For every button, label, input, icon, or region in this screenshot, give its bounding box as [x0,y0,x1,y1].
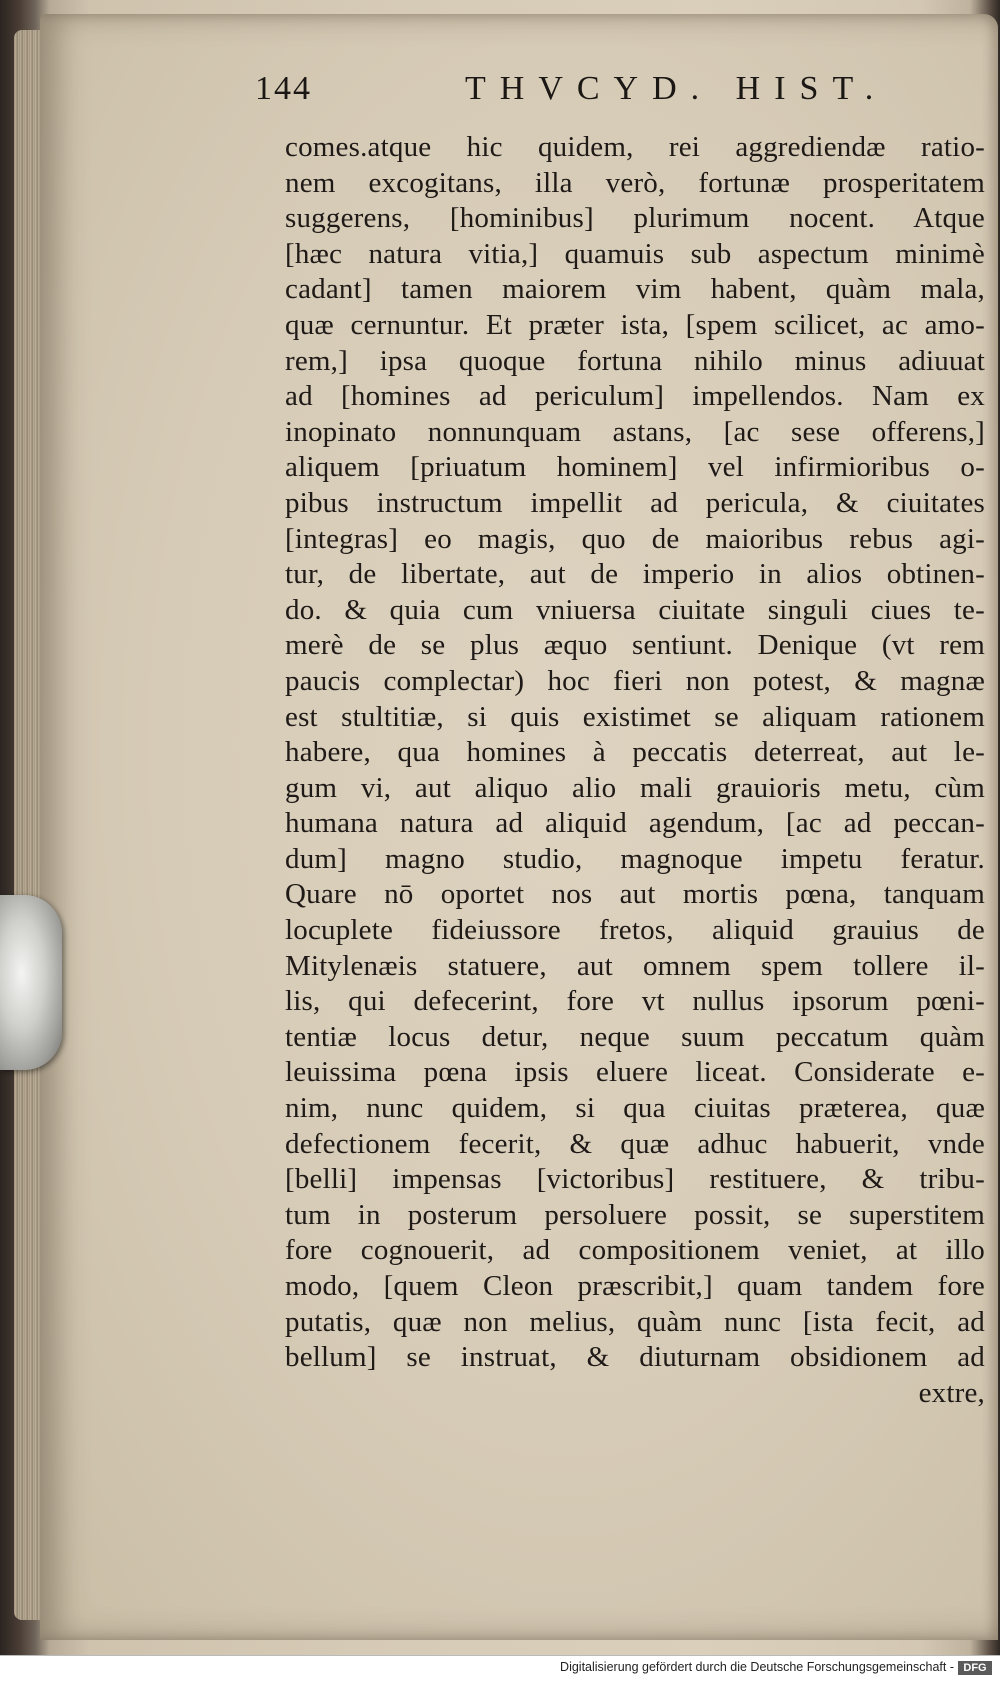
text-line: modo, [quem Cleon præscribit,] quam tandem fore [285,1270,985,1302]
text-line: inopinato nonnunquam astans, [ac sese offerens,] [285,415,985,448]
text-line: nem excogitans, illa verò, fortunæ prosperitatem [285,166,985,199]
text-line: paucis complectar) hoc fieri non potest, & magnæ [285,664,985,697]
running-title: THVCYD. HIST. [465,70,888,107]
text-line: extre, [918,1376,985,1409]
footer-bar [0,1655,1000,1681]
text-line: humana natura ad aliquid agendum, [ac ad peccan- [285,807,985,840]
text-line: bellum] se instruat, & diuturnam obsidionem ad [285,1341,985,1374]
text-line: tur, de libertate, aut de imperio in alios obtinen- [285,558,985,591]
text-line: habere, qua homines à peccatis deterreat, aut le- [285,736,985,769]
text-line: locuplete fideiussore fretos, aliquid grauius de [285,914,985,947]
text-line: Quare nō oportet nos aut mortis pœna, tanquam [285,878,985,911]
text-line: ad [homines ad periculum] impellendos. Nam ex [285,380,985,413]
text-line: cadant] tamen maiorem vim habent, quàm mala, [285,273,985,306]
body-text [285,130,985,1411]
book-clasp [0,895,62,1070]
text-line: est stultitiæ, si quis existimet se aliquam rationem [285,700,985,733]
text-line: Mitylenæis statuere, aut omnem spem tollere il- [285,949,985,982]
text-line: [belli] impensas [victoribus] restituere, & tribu- [285,1163,985,1196]
dfg-logo: DFG [958,1661,992,1675]
page-number: 144 [255,70,312,107]
text-line: leuissima pœna ipsis eluere liceat. Considerate e- [285,1056,985,1089]
text-line: tum in posterum persoluere possit, se superstitem [285,1198,985,1231]
text-line: nim, nunc quidem, si qua ciuitas præterea, quæ [285,1092,985,1125]
book-page-edges [14,30,42,1620]
text-line: [integras] eo magis, quo de maioribus rebus agi- [285,522,985,555]
text-line: comes.atque hic quidem, rei aggrediendæ ratio- [285,131,985,163]
text-line: dum] magno studio, magnoque impetu feratur. [285,842,985,875]
text-line: quæ cernuntur. Et præter ista, [spem scilicet, ac amo- [285,308,985,341]
text-line: rem,] ipsa quoque fortuna nihilo minus adiuuat [285,344,985,377]
text-line: merè de se plus æquo sentiunt. Denique (vt rem [285,629,985,662]
funding-credit: Digitalisierung gefördert durch die Deutsche Forschungsgemeinschaft - [560,1660,954,1674]
text-line: gum vi, aut aliquo alio mali grauioris metu, cùm [285,771,985,804]
running-head [255,70,888,126]
text-line: do. & quia cum vniuersa ciuitate singuli ciues te- [285,593,985,626]
text-line: aliquem [priuatum hominem] vel infirmioribus o- [285,451,985,484]
text-line: defectionem fecerit, & quæ adhuc habuerit, vnde [285,1127,985,1160]
text-line: fore cognouerit, ad compositionem veniet, at illo [285,1234,985,1267]
text-line: pibus instructum impellit ad pericula, & ciuitates [285,486,985,519]
text-line: lis, qui defecerint, fore vt nullus ipsorum pœni- [285,985,985,1018]
text-line: [hæc natura vitia,] quamuis sub aspectum minimè [285,237,985,270]
text-line: putatis, quæ non melius, quàm nunc [ista fecit, ad [285,1305,985,1338]
text-line: suggerens, [hominibus] plurimum nocent. Atque [285,202,985,235]
text-line: tentiæ locus detur, neque suum peccatum quàm [285,1020,985,1053]
